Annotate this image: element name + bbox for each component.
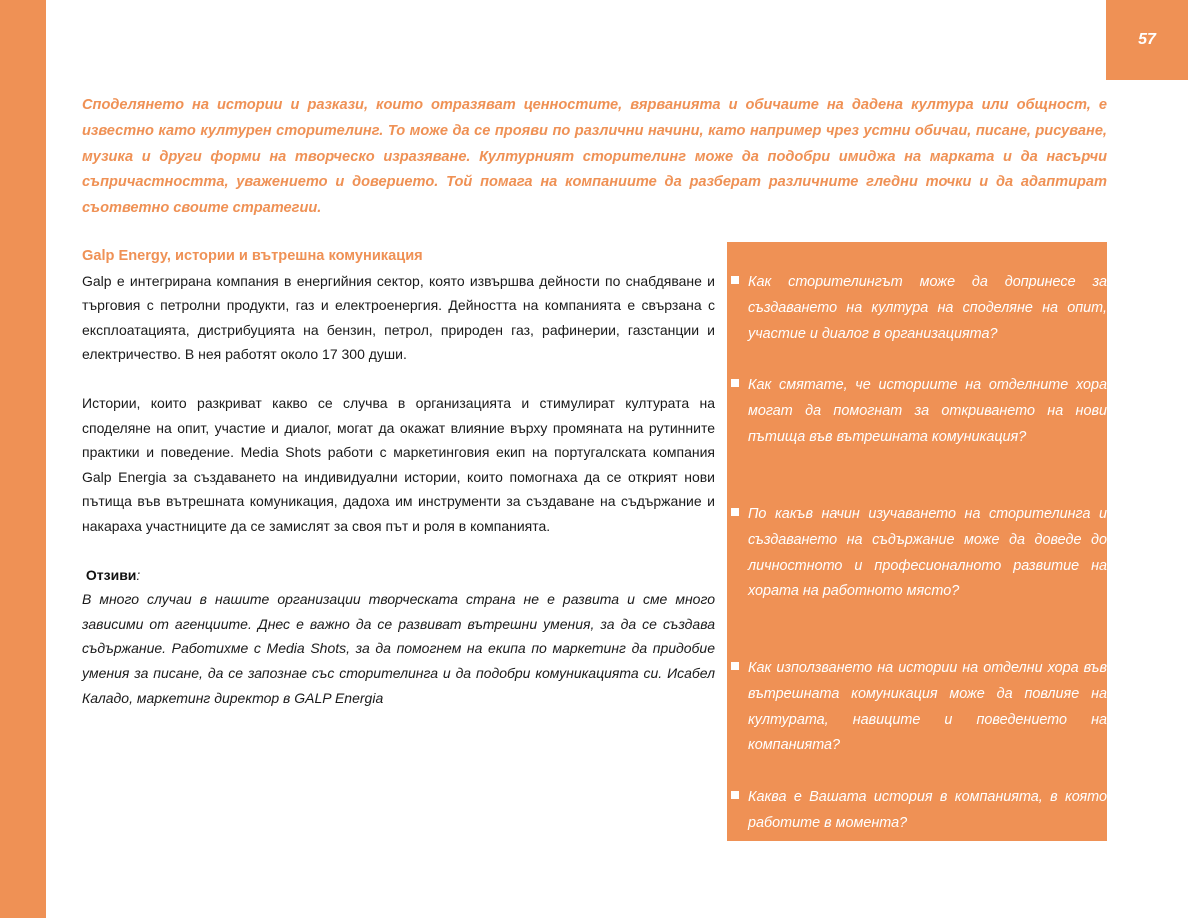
questions-box xyxy=(727,242,1107,841)
square-bullet-icon xyxy=(731,662,739,670)
question-text: Как сторителингът може да допринесе за създаването на култура на споделяне на опит, участие и диалог в организацията? xyxy=(748,274,1107,342)
question-text: По какъв начин изучаването на сторителинга и създаването на съдържание може да доведе до личностното и професионалното развитие на хората на работното място? xyxy=(748,506,1107,600)
question-text: Каква е Вашата история в компанията, в която работите в момента? xyxy=(748,789,1107,831)
question-text: Как използването на истории на отделни хора във вътрешната комуникация може да повлияе на културата, навиците и поведението на компанията? xyxy=(748,660,1107,754)
page-number: 57 xyxy=(1106,0,1188,80)
case-study-column xyxy=(82,244,715,710)
square-bullet-icon xyxy=(731,791,739,799)
reviews-label: Отзиви xyxy=(85,566,137,583)
question-text: Как смятате, че историите на отделните хора могат да помогнат за откриването на нови пътища във вътрешната комуникация? xyxy=(748,377,1107,445)
testimonial-quote: В много случаи в нашите организации творческата страна не е развита и сме много зависими от агенциите. Днес е важно да се развиват вътрешни умения, за да се създава съдържание. Работихме с Media Shots, за да помогнем на екипа по маркетинг да придобие умения за писане, да се запознае със сторителинга и да подобри комуникацията си. Исабел Каладо, маркетинг директор в GALP Energia xyxy=(82,591,715,706)
case-paragraph-2: Истории, които разкриват какво се случва в организацията и стимулират културата на споделяне на опит, участие и диалог, могат да окажат влияние върху промяната на рутинните практики и поведение. Media Shots работи с маркетинговия екип на португалската компания Galp Energia за създаването на индивидуални истории, които помогнаха да се открият нови пътища във вътрешната комуникация, дадоха им инструменти за създаване на съдържание и накараха участниците да се замислят за своя път и роля в компанията. xyxy=(82,394,715,534)
case-paragraph-1: Galp е интегрирана компания в енергийния сектор, която извършва дейности по снабдяване и търговия с петролни продукти, газ и електроенергия. Дейността на компанията е свързана с експлоатацията, дистрибуцията на бензин, петрол, природен газ, рафинерии, газстанции и електричество. В нея работят около 17 300 души. xyxy=(82,272,715,363)
square-bullet-icon xyxy=(731,508,739,516)
left-accent-bar xyxy=(0,0,46,918)
square-bullet-icon xyxy=(731,276,739,284)
reviews-colon: : xyxy=(136,566,141,583)
intro-paragraph: Споделянето на истории и разкази, които отразяват ценностите, вярванията и обичаите на дадена култура или общност, е известно като културен сторителинг. То може да се прояви по различни начини, като например чрез устни обичаи, писане, рисуване, музика и други форми на творческо изразяване. Културният сторителинг може да подобри имиджа на марката и да насърчи съпричастността, уважението и доверието. Той помага на компаниите да разберат различните гледни точки и да адаптират съответно своите стратегии. xyxy=(82,97,1107,217)
case-heading: Galp Energy, истории и вътрешна комуникация xyxy=(82,248,423,264)
square-bullet-icon xyxy=(731,379,739,387)
reviews-heading xyxy=(82,563,715,588)
